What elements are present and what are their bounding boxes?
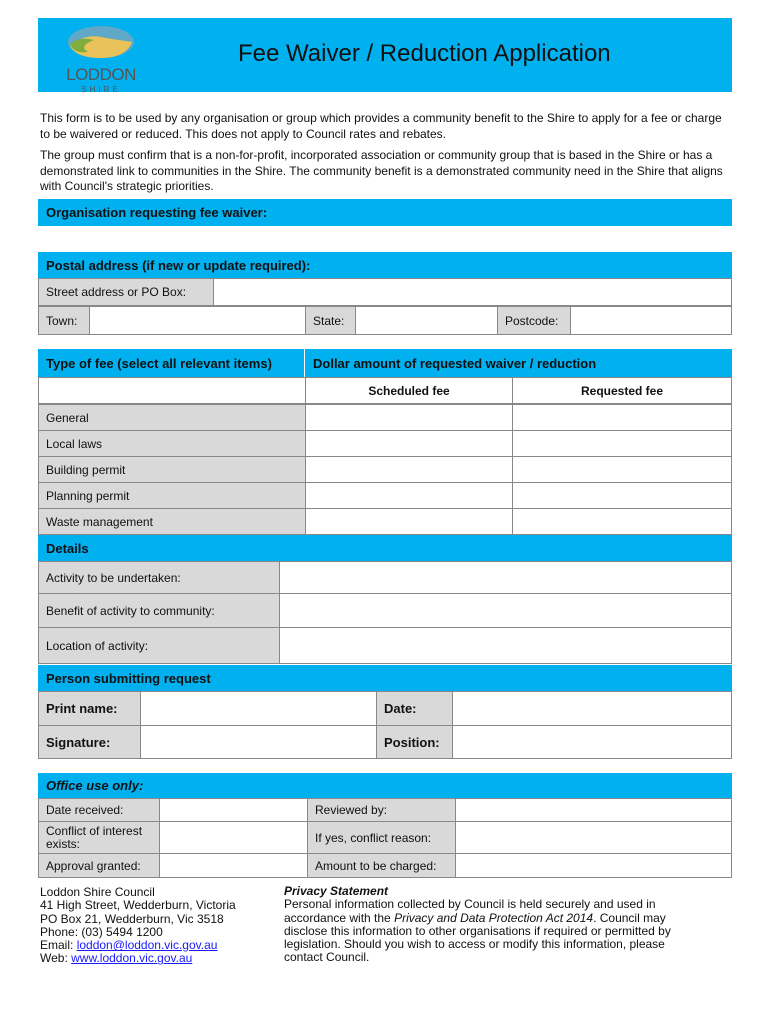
- conflict-input[interactable]: [159, 821, 308, 854]
- email-label: Email:: [40, 938, 77, 953]
- requested-fee-input[interactable]: [512, 508, 732, 535]
- print-name-input[interactable]: [140, 691, 377, 726]
- scheduled-fee-input[interactable]: [305, 482, 513, 509]
- date-received-input[interactable]: [159, 798, 308, 822]
- fee-type-row[interactable]: Building permit: [38, 456, 306, 483]
- privacy-statement: [284, 885, 694, 965]
- page-title: Fee Waiver / Reduction Application: [238, 40, 611, 67]
- council-address: 41 High Street, Wedderburn, Victoria: [40, 898, 236, 913]
- web-link[interactable]: www.loddon.vic.gov.au: [71, 951, 193, 966]
- activity-label: Activity to be undertaken:: [38, 561, 280, 594]
- fee-amount-heading: Dollar amount of requested waiver / reduction: [305, 349, 732, 377]
- location-label: Location of activity:: [38, 627, 280, 664]
- fee-type-heading: Type of fee (select all relevant items): [38, 349, 304, 377]
- reviewed-by-label: Reviewed by:: [307, 798, 456, 822]
- loddon-logo: [66, 24, 136, 94]
- requested-fee-input[interactable]: [512, 456, 732, 483]
- details-heading: Details: [38, 535, 732, 561]
- logo-text: LODDON: [66, 65, 136, 84]
- requested-fee-header: Requested fee: [512, 377, 732, 404]
- postcode-input[interactable]: [570, 306, 732, 335]
- position-input[interactable]: [452, 725, 732, 759]
- print-name-label: Print name:: [38, 691, 141, 726]
- header-banner: [38, 18, 732, 92]
- amount-label: Amount to be charged:: [307, 853, 456, 878]
- position-label: Position:: [376, 725, 453, 759]
- signature-label: Signature:: [38, 725, 141, 759]
- email-link[interactable]: loddon@loddon.vic.gov.au: [76, 938, 218, 953]
- council-po: PO Box 21, Wedderburn, Vic 3518: [40, 911, 224, 926]
- street-label: Street address or PO Box:: [38, 278, 214, 306]
- scheduled-fee-input[interactable]: [305, 508, 513, 535]
- intro-paragraph: The group must confirm that is a non-for-profit, incorporated association or community group that is based in the Shire or has a demonstrated link to communities in the Shire. The community benefit is a demonstrated community need in the Shire that aligns with Council's strategic priorities.: [40, 148, 723, 193]
- fee-type-row[interactable]: General: [38, 404, 306, 431]
- conflict-reason-label: If yes, conflict reason:: [307, 821, 456, 854]
- street-input[interactable]: [213, 278, 732, 306]
- council-contact: [40, 886, 280, 966]
- person-heading: Person submitting request: [38, 665, 732, 691]
- scheduled-fee-input[interactable]: [305, 430, 513, 457]
- location-input[interactable]: [279, 627, 732, 664]
- approval-input[interactable]: [159, 853, 308, 878]
- scheduled-fee-input[interactable]: [305, 456, 513, 483]
- benefit-input[interactable]: [279, 593, 732, 628]
- fee-type-row[interactable]: Waste management: [38, 508, 306, 535]
- activity-input[interactable]: [279, 561, 732, 594]
- privacy-title: Privacy Statement: [284, 884, 389, 898]
- requested-fee-input[interactable]: [512, 430, 732, 457]
- requested-fee-input[interactable]: [512, 482, 732, 509]
- date-label: Date:: [376, 691, 453, 726]
- council-phone: Phone: (03) 5494 1200: [40, 924, 163, 939]
- org-name-field[interactable]: [38, 226, 732, 250]
- postal-heading: Postal address (if new or update required):: [38, 252, 732, 278]
- scheduled-fee-input[interactable]: [305, 404, 513, 431]
- town-label: Town:: [38, 306, 90, 335]
- state-label: State:: [305, 306, 356, 335]
- requested-fee-input[interactable]: [512, 404, 732, 431]
- council-name: Loddon Shire Council: [40, 885, 155, 899]
- logo-subtext: SHIRE: [81, 85, 121, 94]
- town-input[interactable]: [89, 306, 306, 335]
- org-heading: Organisation requesting fee waiver:: [38, 199, 732, 226]
- amount-input[interactable]: [455, 853, 732, 878]
- conflict-reason-input[interactable]: [455, 821, 732, 854]
- privacy-act: Privacy and Data Protection Act 2014: [394, 910, 594, 925]
- web-label: Web:: [40, 951, 72, 966]
- office-heading: Office use only:: [38, 773, 732, 798]
- fee-type-row[interactable]: Planning permit: [38, 482, 306, 509]
- privacy-text: . Council may disclose this information to other organisations if required or permitted by legislation. Should you wish to access or modify this information, please contact Council.: [284, 910, 671, 965]
- privacy-text: Personal information collected by Council is held securely and used in accordance with the: [284, 897, 656, 925]
- postcode-label: Postcode:: [497, 306, 571, 335]
- scheduled-fee-header: Scheduled fee: [305, 377, 513, 404]
- signature-input[interactable]: [140, 725, 377, 759]
- intro-paragraph: This form is to be used by any organisation or group which provides a community benefit to the Shire to apply for a fee or charge to be waivered or reduced. This does not apply to Council rates and rebates.: [40, 111, 722, 141]
- approval-label: Approval granted:: [38, 853, 160, 878]
- fee-type-row[interactable]: Local laws: [38, 430, 306, 457]
- date-received-label: Date received:: [38, 798, 160, 822]
- date-input[interactable]: [452, 691, 732, 726]
- fee-subheader-blank: [38, 377, 306, 404]
- reviewed-by-input[interactable]: [455, 798, 732, 822]
- conflict-label: Conflict of interest exists:: [38, 821, 160, 854]
- state-input[interactable]: [355, 306, 498, 335]
- benefit-label: Benefit of activity to community:: [38, 593, 280, 628]
